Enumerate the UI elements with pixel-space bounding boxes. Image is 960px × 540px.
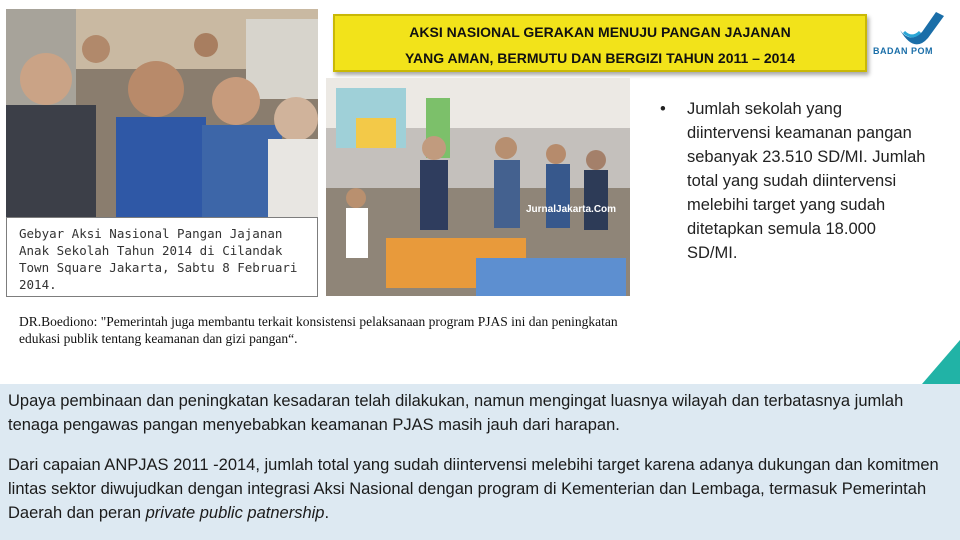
slide-title-box bbox=[333, 14, 867, 72]
event-photo-icon bbox=[326, 78, 630, 296]
slide-title-line1: AKSI NASIONAL GERAKAN MENUJU PANGAN JAJANAN bbox=[409, 24, 791, 40]
summary-paragraph-2-italic: private public patnership bbox=[145, 504, 325, 522]
summary-panel bbox=[0, 384, 960, 540]
summary-paragraph-2-main: Dari capaian ANPJAS 2011 -2014, jumlah total yang sudah diintervensi melebihi target karena adanya dukungan dan komitmen lintas sektor diwujudkan dengan integrasi Aksi Nasional dengan program di Kementerian dan Lembaga, termasuk Pemerintah Daerah dan peran bbox=[8, 456, 939, 522]
slide-title-line2: YANG AMAN, BERMUTU DAN BERGIZI TAHUN 2011 – 2014 bbox=[404, 50, 795, 66]
photo-caption-box bbox=[6, 217, 318, 297]
photo-caption-text: Gebyar Aksi Nasional Pangan Jajanan Anak Sekolah Tahun 2014 di Cilandak Town Square Jakarta, Sabtu 8 Februari 2014. bbox=[19, 226, 298, 292]
bullet-list bbox=[660, 97, 930, 265]
logo-text: BADAN POM bbox=[873, 46, 933, 56]
summary-paragraph-2 bbox=[8, 453, 952, 525]
summary-paragraph-1: Upaya pembinaan dan peningkatan kesadaran telah dilakukan, namun mengingat luasnya wilayah dan terbatasnya jumlah tenaga pengawas pangan menyebabkan keamanan PJAS masih jauh dari harapan. bbox=[8, 392, 904, 434]
teal-accent-shape bbox=[922, 340, 960, 384]
summary-paragraph-2-end: . bbox=[324, 504, 330, 522]
crowd-photo-icon bbox=[6, 9, 318, 217]
bullet-item-text: Jumlah sekolah yang diintervensi keamanan pangan sebanyak 23.510 SD/MI. Jumlah total yang sudah diintervensi melebihi target yang sudah ditetapkan semula 18.000 SD/MI. bbox=[687, 100, 926, 262]
bullet-marker: • bbox=[660, 100, 666, 118]
quote-text: DR.Boediono: "Pemerintah juga membantu terkait konsistensi pelaksanaan program PJAS ini dan peningkatan edukasi publik tentang keamanan dan gizi pangan“. bbox=[19, 314, 618, 346]
photo-watermark: JurnalJakarta.Com bbox=[526, 204, 617, 215]
